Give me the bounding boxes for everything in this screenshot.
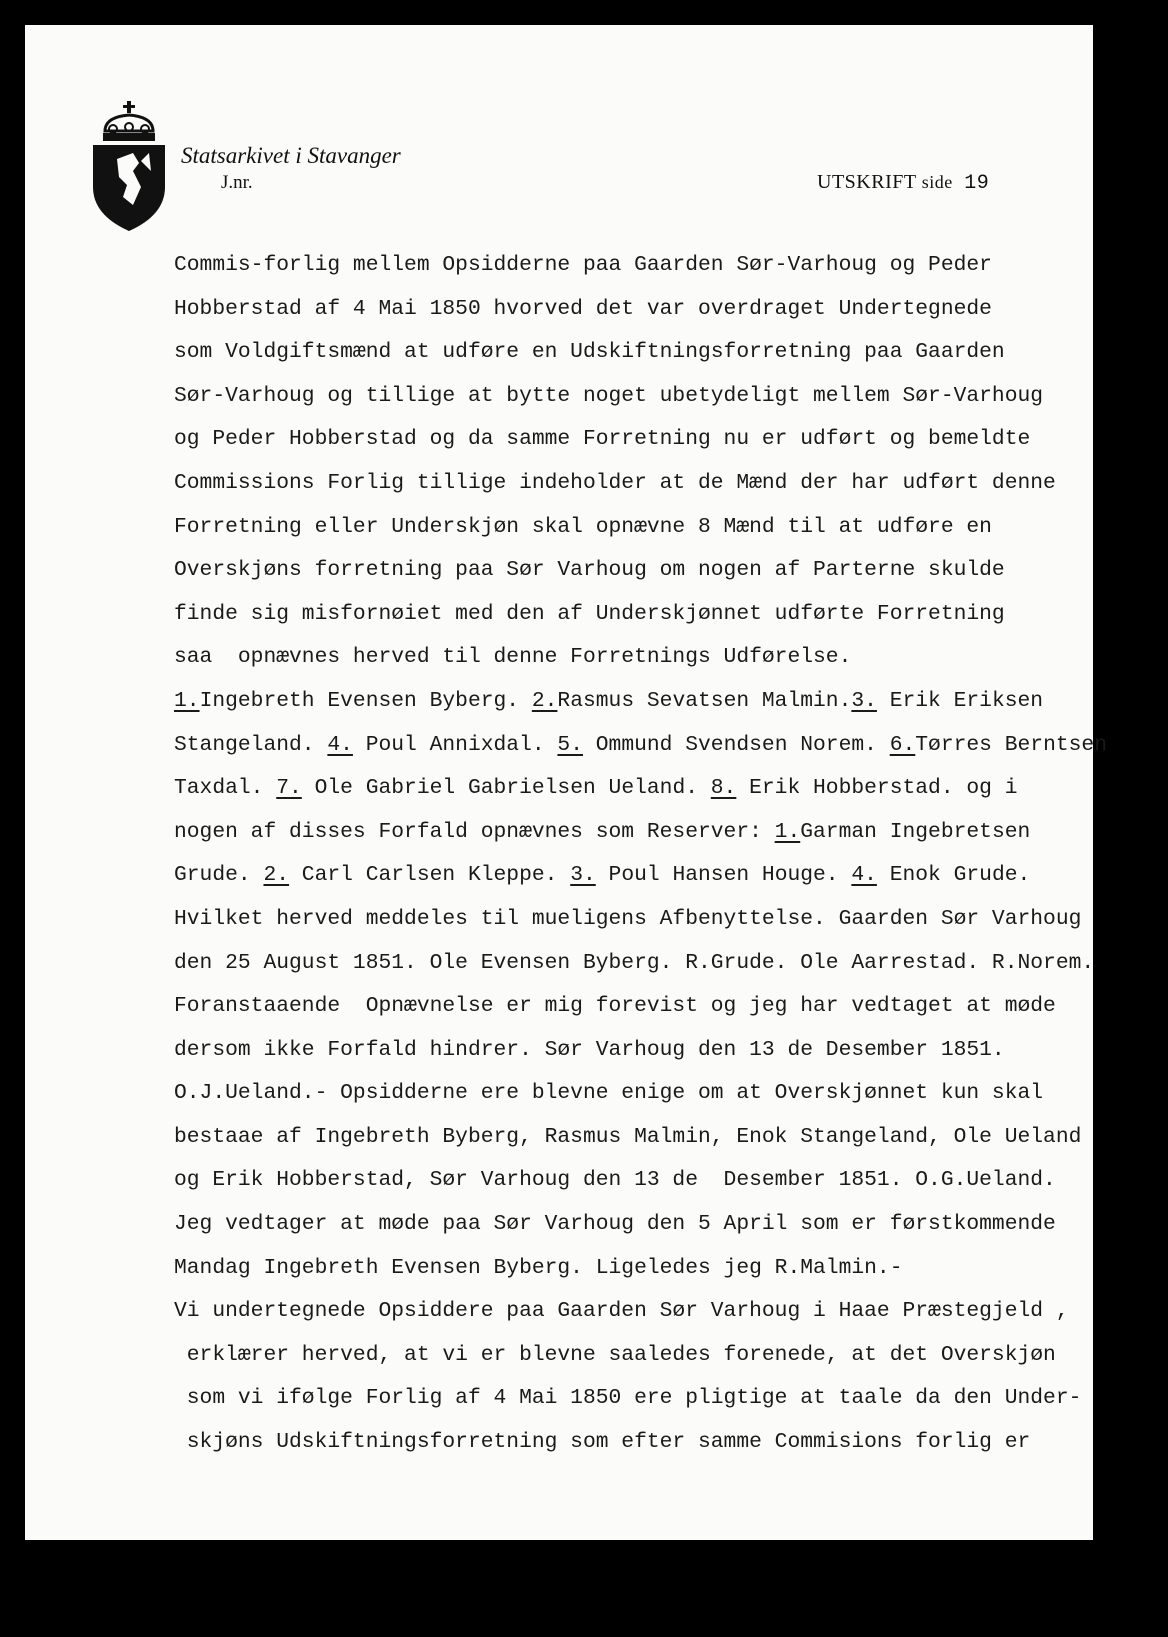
- list-number: 5.: [557, 732, 583, 757]
- side-label: side: [921, 172, 953, 192]
- text-line: [174, 643, 1107, 687]
- transcript-body: [174, 251, 1107, 1472]
- text-segment: og Erik Hobberstad, Sør Varhoug den 13 de Desember 1851. O.G.Ueland.: [174, 1168, 1056, 1193]
- text-segment: Garman Ingebretsen: [800, 819, 1031, 844]
- text-segment: Poul Hansen Houge.: [595, 863, 852, 888]
- text-segment: Taxdal.: [174, 776, 277, 801]
- list-number: 4.: [327, 732, 353, 757]
- text-segment: Enok Grude.: [876, 863, 1031, 888]
- text-line: [174, 861, 1107, 905]
- text-segment: Vi undertegnede Opsiddere paa Gaarden Sør Varhoug i Haae Præstegjeld ,: [174, 1299, 1069, 1324]
- journal-number-label: J.nr.: [221, 172, 253, 193]
- text-line: [174, 1079, 1107, 1123]
- utskrift-heading: [817, 171, 989, 195]
- text-segment: Overskjøns forretning paa Sør Varhoug om nogen af Parterne skulde: [174, 558, 1005, 583]
- text-segment: Sør-Varhoug og tillige at bytte noget ubetydeligt mellem Sør-Varhoug: [174, 383, 1044, 408]
- utskrift-label: UTSKRIFT: [817, 171, 917, 193]
- coat-of-arms-logo: [93, 101, 165, 233]
- list-number: 3.: [851, 688, 877, 713]
- text-segment: bestaae af Ingebreth Byberg, Rasmus Malmin, Enok Stangeland, Ole Ueland: [174, 1124, 1082, 1149]
- text-line: [174, 382, 1107, 426]
- text-segment: Hobberstad af 4 Mai 1850 hvorved det var overdraget Undertegnede: [174, 296, 992, 321]
- text-line: [174, 818, 1107, 862]
- text-line: [174, 1036, 1107, 1080]
- text-segment: Ommund Svendsen Norem.: [582, 732, 890, 757]
- text-segment: Grude.: [174, 863, 264, 888]
- text-segment: Stangeland.: [174, 732, 328, 757]
- text-segment: Forretning eller Underskjøn skal opnævne 8 Mænd til at udføre en: [174, 514, 992, 539]
- text-line: [174, 251, 1107, 295]
- text-line: [174, 731, 1107, 775]
- text-line: [174, 905, 1107, 949]
- text-line: [174, 1297, 1107, 1341]
- text-line: [174, 513, 1107, 557]
- text-line: [174, 1254, 1107, 1298]
- text-line: [174, 1166, 1107, 1210]
- text-line: [174, 949, 1107, 993]
- list-number: 1.: [774, 819, 801, 844]
- text-segment: Carl Carlsen Kleppe.: [289, 863, 571, 888]
- institution-name: Statsarkivet i Stavanger: [181, 143, 401, 168]
- text-segment: som vi ifølge Forlig af 4 Mai 1850 ere pligtige at taale da den Under-: [174, 1386, 1082, 1411]
- text-segment: skjøns Udskiftningsforretning som efter samme Commisions forlig er: [174, 1430, 1031, 1455]
- text-line: [174, 1210, 1107, 1254]
- text-segment: nogen af disses Forfald opnævnes som Reserver:: [174, 819, 775, 844]
- list-number: 2.: [263, 863, 290, 888]
- list-number: 3.: [570, 863, 596, 888]
- text-segment: Ingebreth Evensen Byberg.: [199, 688, 532, 713]
- text-segment: Hvilket herved meddeles til mueligens Afbenyttelse. Gaarden Sør Varhoug: [174, 906, 1082, 931]
- text-segment: Erik Hobberstad. og i: [736, 776, 1018, 801]
- text-segment: Commissions Forlig tillige indeholder at de Mænd der har udført denne: [174, 470, 1056, 495]
- text-segment: den 25 August 1851. Ole Evensen Byberg. R.Grude. Ole Aarrestad. R.Norem.: [174, 950, 1095, 975]
- list-number: 8.: [710, 776, 737, 801]
- text-line: [174, 687, 1107, 731]
- text-line: [174, 1123, 1107, 1167]
- text-segment: Rasmus Sevatsen Malmin.: [557, 688, 852, 713]
- text-segment: saa opnævnes herved til denne Forretnings Udførelse.: [174, 645, 852, 670]
- text-line: [174, 992, 1107, 1036]
- list-number: 6.: [889, 732, 916, 757]
- text-line: [174, 774, 1107, 818]
- text-line: [174, 1384, 1107, 1428]
- list-number: 7.: [276, 776, 302, 801]
- text-segment: Erik Eriksen: [876, 688, 1044, 713]
- text-segment: Tørres Berntsen: [915, 732, 1107, 757]
- text-segment: Jeg vedtager at møde paa Sør Varhoug den 5 April som er førstkommende: [174, 1212, 1056, 1237]
- text-segment: finde sig misfornøiet med den af Underskjønnet udførte Forretning: [174, 601, 1005, 626]
- list-number: 2.: [531, 688, 558, 713]
- text-segment: Foranstaaende Opnævnelse er mig forevist og jeg har vedtaget at møde: [174, 994, 1056, 1019]
- page-number: 19: [964, 172, 990, 195]
- document-page: [25, 25, 1107, 1540]
- text-line: [174, 338, 1107, 382]
- text-segment: erklærer herved, at vi er blevne saaledes forenede, at det Overskjøn: [174, 1342, 1056, 1367]
- text-line: [174, 1428, 1107, 1472]
- text-line: [174, 1341, 1107, 1385]
- text-segment: Commis-forlig mellem Opsidderne paa Gaarden Sør-Varhoug og Peder: [174, 253, 992, 277]
- text-line: [174, 425, 1107, 469]
- text-segment: Poul Annixdal.: [352, 732, 558, 757]
- text-segment: Ole Gabriel Gabrielsen Ueland.: [301, 776, 711, 801]
- text-segment: som Voldgiftsmænd at udføre en Udskiftningsforretning paa Gaarden: [174, 340, 1005, 365]
- text-line: [174, 556, 1107, 600]
- list-number: 1.: [174, 688, 200, 713]
- list-number: 4.: [851, 863, 877, 888]
- text-segment: og Peder Hobberstad og da samme Forretning nu er udført og bemeldte: [174, 427, 1031, 452]
- text-line: [174, 469, 1107, 513]
- text-segment: dersom ikke Forfald hindrer. Sør Varhoug den 13 de Desember 1851.: [174, 1037, 1005, 1062]
- text-line: [174, 295, 1107, 339]
- text-segment: O.J.Ueland.- Opsidderne ere blevne enige om at Overskjønnet kun skal: [174, 1081, 1044, 1106]
- text-line: [174, 600, 1107, 644]
- text-segment: Mandag Ingebreth Evensen Byberg. Ligeledes jeg R.Malmin.-: [174, 1255, 903, 1280]
